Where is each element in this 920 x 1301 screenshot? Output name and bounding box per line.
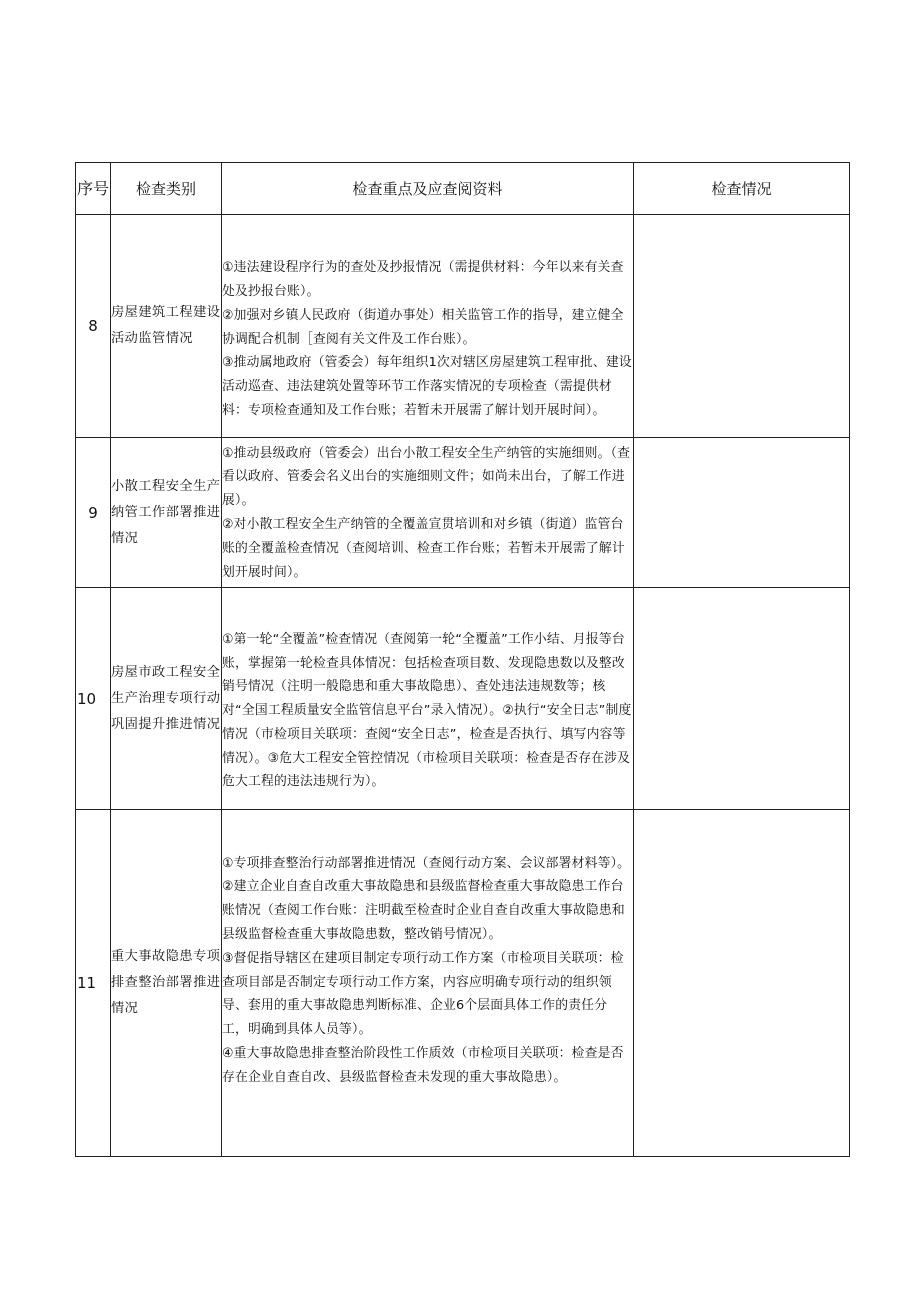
header-points: 检查重点及应查阅资料 (222, 163, 634, 215)
row-points (222, 438, 634, 588)
row-number: 11 (76, 810, 111, 1157)
table-row (76, 215, 850, 438)
row-number: 10 (76, 588, 111, 810)
row-category: 房屋市政工程安全生产治理专项行动巩固提升推进情况 (111, 588, 222, 810)
check-point: ③推动属地政府（管委会）每年组织1次对辖区房屋建筑工程审批、建设活动巡查、违法建筑处置等环节工作落实情况的专项检查（需提供材料：专项检查通知及工作台账；若暂未开展需了解计划开展时间）。 (222, 355, 632, 418)
row-points (222, 588, 634, 810)
table-row (76, 588, 850, 810)
row-situation (634, 810, 850, 1157)
row-number: 9 (76, 438, 111, 588)
row-situation (634, 438, 850, 588)
table-row (76, 438, 850, 588)
header-seq: 序号 (76, 163, 111, 215)
row-points (222, 215, 634, 438)
check-point: ②对小散工程安全生产纳管的全覆盖宣贯培训和对乡镇（街道）监管台账的全覆盖检查情况（查阅培训、检查工作台账；若暂未开展需了解计划开展时间）。 (222, 517, 625, 580)
inspection-table (75, 162, 850, 1157)
row-number: 8 (76, 215, 111, 438)
header-situation: 检查情况 (634, 163, 850, 215)
row-category: 重大事故隐患专项排查整治部署推进情况 (111, 810, 222, 1157)
table-row (76, 810, 850, 1157)
check-point: ①推动县级政府（管委会）出台小散工程安全生产纳管的实施细则。（查看以政府、管委会名义出台的实施细则文件；如尚未出台，了解工作进展）。 (222, 445, 631, 509)
check-point: ②建立企业自查自改重大事故隐患和县级监督检查重大事故隐患工作台账情况（查阅工作台账：注明截至检查时企业自查自改重大事故隐患和县级监督检查重大事故隐患数，整改销号情况）。 (222, 879, 625, 942)
row-category: 房屋建筑工程建设活动监管情况 (111, 215, 222, 438)
check-point: ③督促指导辖区在建项目制定专项行动工作方案（市检项目关联项：检查项目部是否制定专项行动工作方案，内容应明确专项行动的组织领导、套用的重大事故隐患判断标准、企业6个层面具体工作的责任分工，明确到具体人员等）。 (222, 950, 624, 1038)
row-situation (634, 215, 850, 438)
check-point: ①违法建设程序行为的查处及抄报情况（需提供材料：今年以来有关查处及抄报台账）。 (222, 260, 624, 299)
header-row (76, 163, 850, 215)
row-category: 小散工程安全生产纳管工作部署推进情况 (111, 438, 222, 588)
check-point: ①专项排查整治行动部署推进情况（查阅行动方案、会议部署材料等）。 (222, 855, 631, 871)
check-point: ④重大事故隐患排查整治阶段性工作质效（市检项目关联项：检查是否存在企业自查自改、县级监督检查未发现的重大事故隐患）。 (222, 1045, 624, 1085)
row-situation (634, 588, 850, 810)
row-points (222, 810, 634, 1157)
check-point: ①第一轮“全覆盖”检查情况（查阅第一轮“全覆盖”工作小结、月报等台账，掌握第一轮检查具体情况：包括检查项目数、发现隐患数以及整改销号情况（注明一般隐患和重大事故隐患）、查处违法违规数等；核对“全国工程质量安全监管信息平台”录入情况）。②执行“安全日志”制度情况（市检项目关联项：查阅“安全日志”，检查是否执行、填写内容等情况）。③危大工程安全管控情况（市检项目关联项：检查是否存在涉及危大工程的违法违规行为）。 (222, 631, 632, 790)
header-category: 检查类别 (111, 163, 222, 215)
check-point: ②加强对乡镇人民政府（街道办事处）相关监管工作的指导，建立健全协调配合机制［查阅有关文件及工作台账）。 (222, 307, 624, 347)
